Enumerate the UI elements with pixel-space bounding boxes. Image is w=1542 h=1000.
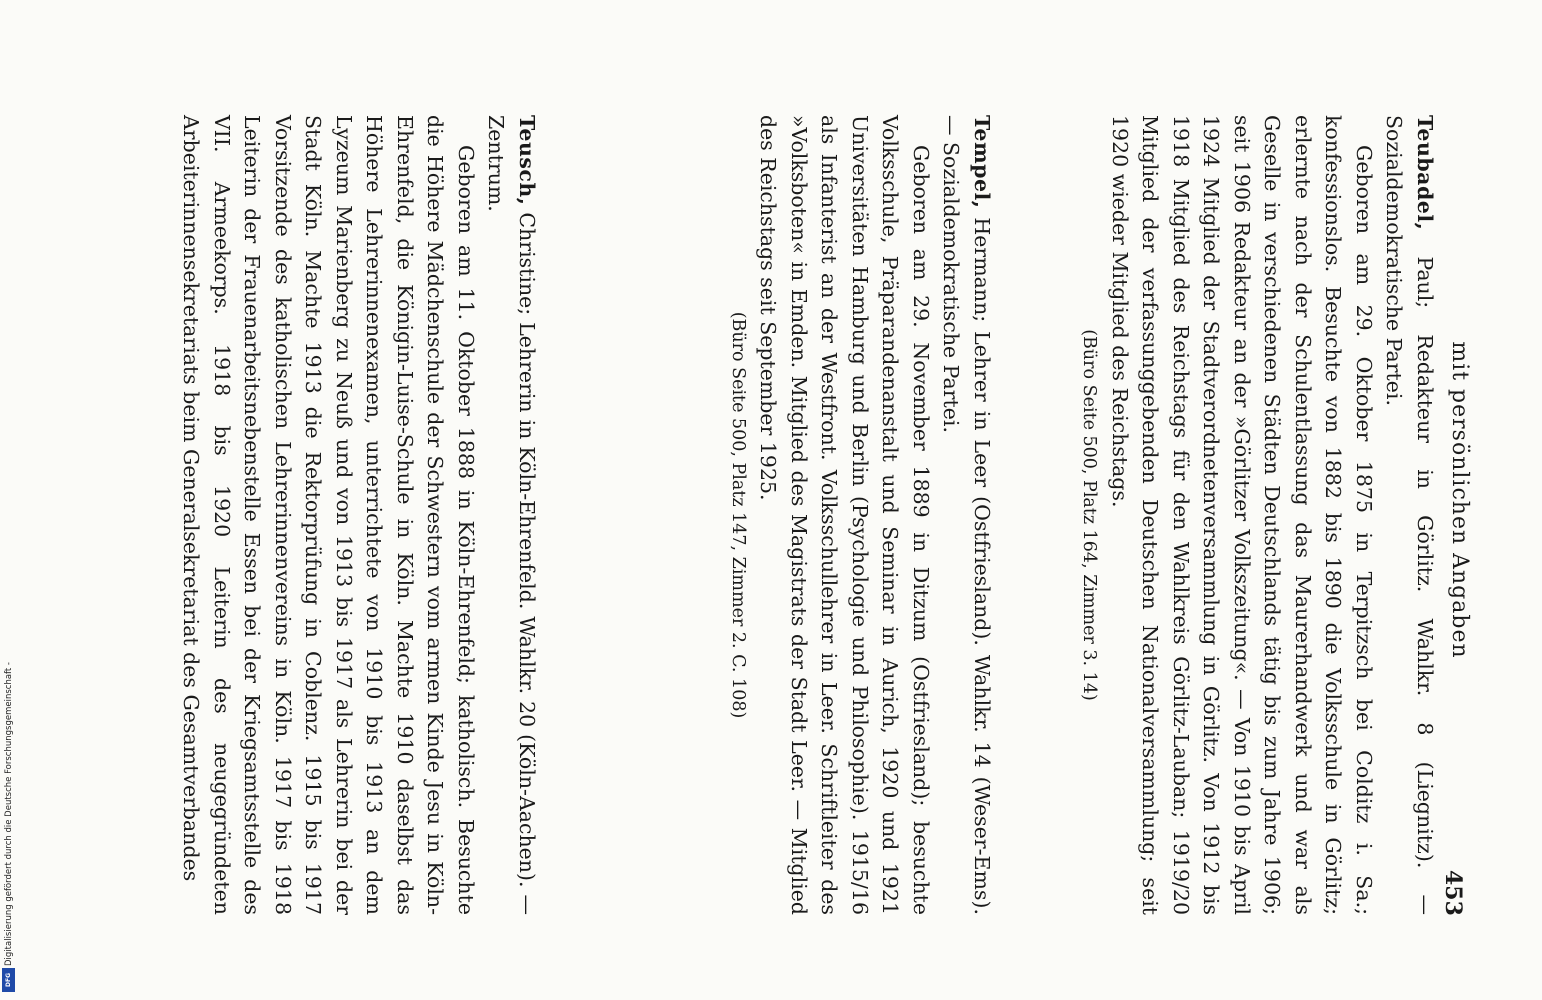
entry-heading-text: Paul; Redakteur in Görlitz. Wahlkr. 8 (Liegnitz). — Sozialdemokratische Partei. <box>1382 115 1437 915</box>
entry-name: Teubadel, <box>1413 115 1437 231</box>
biography-entry <box>1074 115 1440 915</box>
entry-heading <box>936 115 997 915</box>
entry-name: Teusch, <box>515 115 539 206</box>
entry-heading-text: Christine; Lehrerin in Köln-Ehrenfeld. Wahlkr. 20 (Köln-Aachen). — Zentrum. <box>484 115 539 915</box>
dfg-logo: DFG <box>2 968 15 992</box>
entry-body: Geboren am 29. Oktober 1875 in Terpitzsch bei Colditz i. Sa.; konfessionslos. Besuchte von 1882 bis 1890 die Volksschule in Görlitz; erlernte nach der Schulentlassung das Maurerhandwerk und war als Geselle in verschiedenen Städten Deutschlands tätig bis zum Jahre 1906; seit 1906 Redakteur an der »Görlitzer Volkszeitung«. — Von 1910 bis April 1924 Mitglied der Stadtverordnetenversammlung in Görlitz. Von 1912 bis 1918 Mitglied des Reichstags für den Wahlkreis Görlitz-Lauban; 1919/20 Mitglied der verfassunggebenden Deutschen Nationalversammlung; seit 1920 wieder Mitglied des Reichstags. <box>1108 115 1376 915</box>
entry-name: Tempel, <box>970 115 994 209</box>
entry-body: Geboren am 29. November 1889 in Ditzum (Ostfriesland); besuchte Volksschule, Präparandenanstalt und Seminar in Aurich, 1920 und 1921 Universitäten Hamburg und Berlin (Psychologie und Philosophie). 1915/16 als Infanterist an der Westfront. Volksschullehrer in Leer. Schriftleiter des »Volksboten« in Emden. Mitglied des Magistrats der Stadt Leer. — Mitglied des Reichstags seit September 1925. <box>756 115 933 915</box>
entry-heading-text: Hermann; Lehrer in Leer (Ostfriesland). Wahlkr. 14 (Weser-Ems). — Sozialdemokratische Partei. <box>939 115 994 915</box>
biography-entry <box>176 115 542 915</box>
entry-body: Geboren am 11. Oktober 1888 in Köln-Ehrenfeld; katholisch. Besuchte die Höhere Mädchenschule der Schwestern vom armen Kinde Jesu in Köln-Ehrenfeld, die Königin-Luise-Schule in Köln. Machte 1910 daselbst das Höhere Lehrerinnenexamen, unterrichtete von 1910 bis 1913 an dem Lyzeum Marienberg zu Neuß und von 1913 bis 1917 als Lehrerin bei der Stadt Köln. Machte 1913 die Rektorprüfung in Coblenz. 1915 bis 1917 Vorsitzende des katholischen Lehrerinnenvereins in Köln. 1917 bis 1918 Leiterin der Frauenarbeitsnebenstelle Essen bei der Kriegsamtsstelle des VII. Armeekorps. 1918 bis 1920 Leiterin des neugegründeten Arbeiterinnensekretariats beim Generalsekretariat des Gesamtverbandes <box>179 115 478 915</box>
digitization-credit: Digitalisierung gefördert durch die Deutsche Forschungsgemeinschaft - <box>4 662 14 966</box>
page-number: 453 <box>1440 870 1466 916</box>
biography-entry <box>723 115 998 915</box>
running-head: mit persönlichen Angaben <box>1447 341 1472 659</box>
office-reference: (Büro Seite 500, Platz 164, Zimmer 3. 14) <box>1079 329 1100 701</box>
entry-heading <box>481 115 542 915</box>
entry-heading <box>1379 115 1440 915</box>
office-reference: (Büro Seite 500, Platz 147, Zimmer 2. C. 108) <box>728 311 748 719</box>
